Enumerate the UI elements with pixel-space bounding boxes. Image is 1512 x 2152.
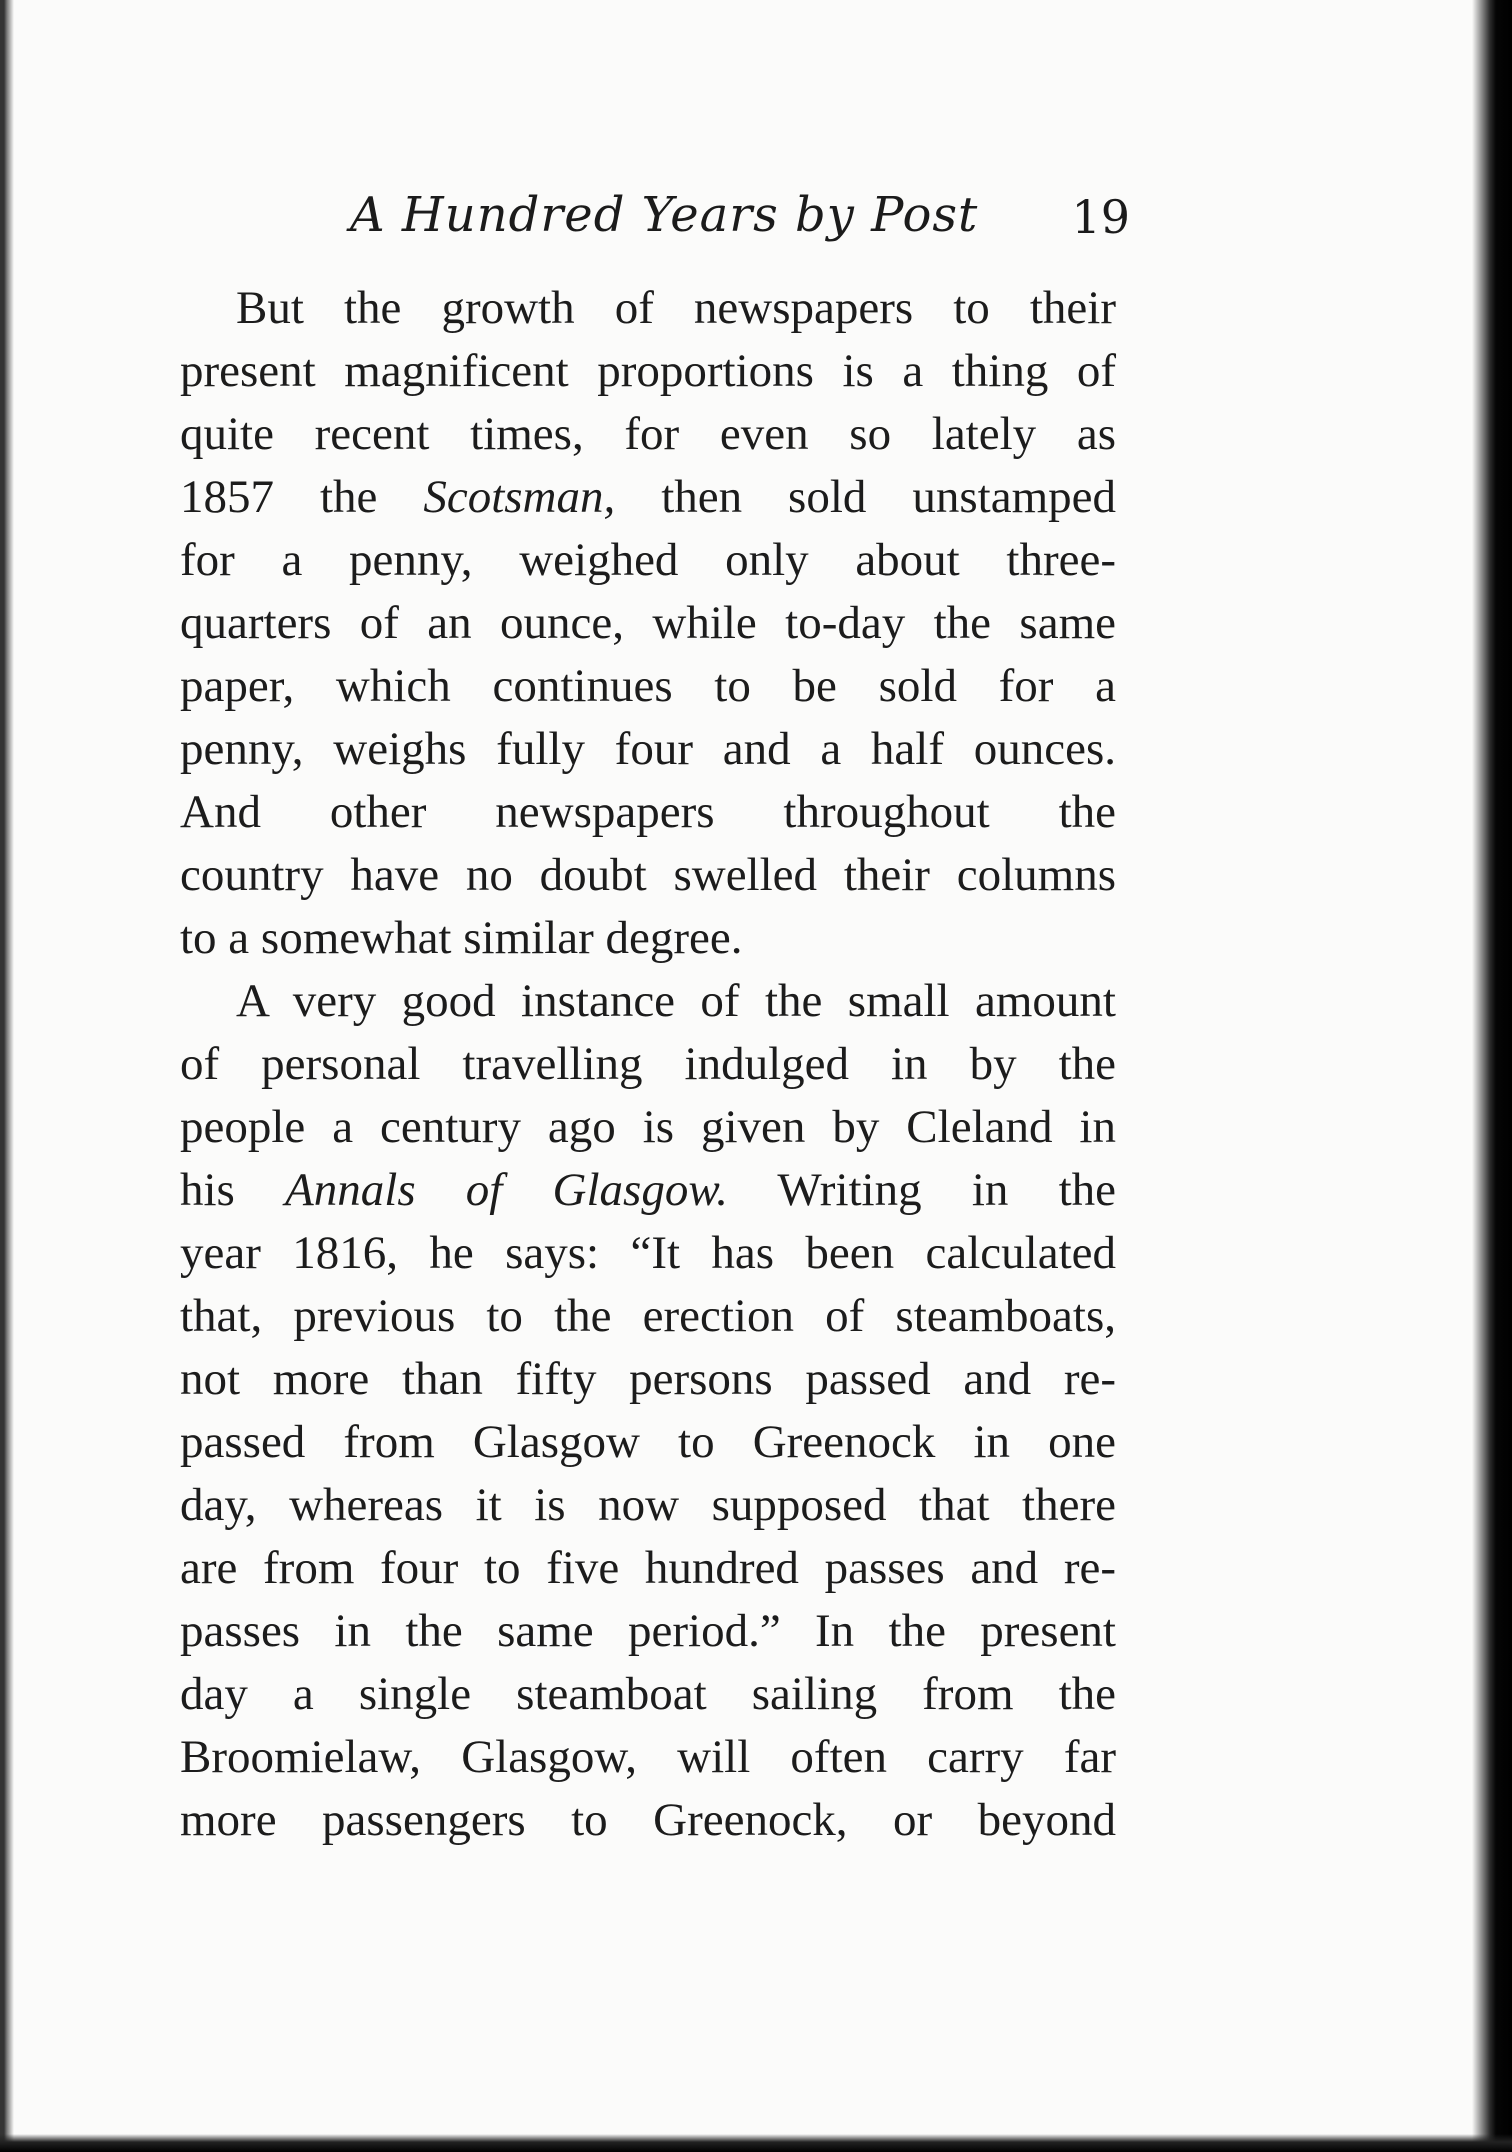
body-text [180,277,1116,1852]
scan-edge-bottom [0,2134,1512,2152]
text-line: passes in the same period.” In the present [180,1605,1116,1657]
paragraph-1 [180,277,1116,970]
text-line: present magnificent proportions is a thing of [180,345,1116,397]
page-number: 19 [1071,190,1130,244]
italic-title: Annals of Glasgow. [285,1164,728,1216]
paragraph-2 [180,970,1116,1852]
text-line: day a single steamboat sailing from the [180,1668,1116,1720]
text-line: quarters of an ounce, while to-day the same [180,597,1116,649]
text-line: A very good instance of the small amount [236,975,1116,1027]
text-line: of personal travelling indulged in by the [180,1038,1116,1090]
text-line: country have no doubt swelled their columns [180,849,1116,901]
text-line: his Annals of Glasgow. Writing in the [180,1164,1116,1216]
text-line: penny, weighs fully four and a half ounces. [180,723,1116,775]
scan-edge-right [1432,0,1512,2152]
text-line: for a penny, weighed only about three- [180,534,1116,586]
text-line: passed from Glasgow to Greenock in one [180,1416,1116,1468]
text-line: to a somewhat similar degree. [180,912,743,964]
text-line: 1857 the Scotsman, then sold unstamped [180,471,1116,523]
text-line: year 1816, he says: “It has been calculated [180,1227,1116,1279]
page-header [350,185,1130,255]
italic-title: Scotsman, [423,471,616,523]
text-line: more passengers to Greenock, or beyond [180,1794,1116,1846]
text-line: people a century ago is given by Cleland in [180,1101,1116,1153]
text-line: And other newspapers throughout the [180,786,1116,838]
text-line: not more than fifty persons passed and re- [180,1353,1116,1405]
text-line: Broomielaw, Glasgow, will often carry far [180,1731,1116,1783]
text-line: are from four to five hundred passes and re- [180,1542,1116,1594]
text-line: But the growth of newspapers to their [236,282,1116,334]
running-title: A Hundred Years by Post [350,187,979,243]
text-line: quite recent times, for even so lately as [180,408,1116,460]
text-line: paper, which continues to be sold for a [180,660,1116,712]
scan-edge-left [0,0,14,2152]
text-line: that, previous to the erection of steamboats, [180,1290,1116,1342]
text-line: day, whereas it is now supposed that there [180,1479,1116,1531]
